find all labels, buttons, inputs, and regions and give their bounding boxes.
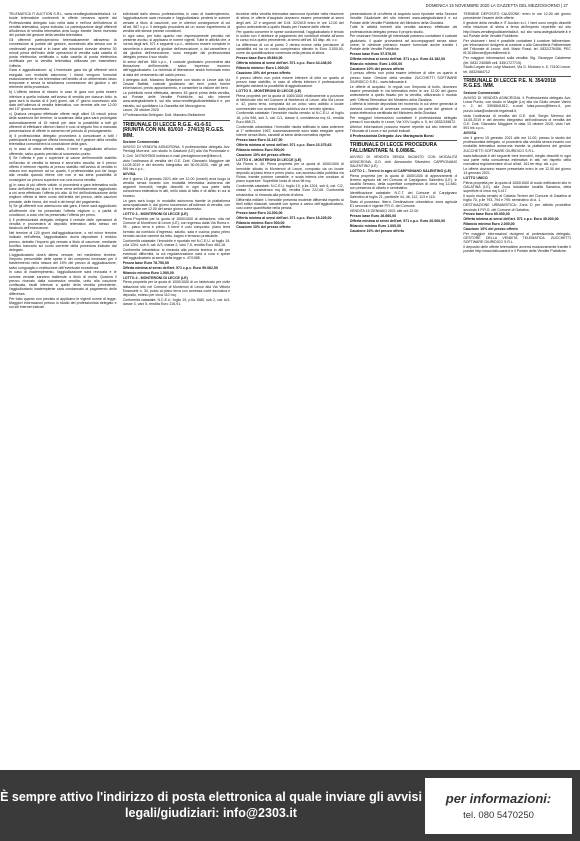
notice-paragraph: L'aggiudicatario dovrà altresì versare, nel medesimo termine, l'importo presumibile delle spese e dei compensi necessari per il trasferimento nella misura del 15% del prezzo di aggiudicazione, salvo conguaglio o restituzione dell'eventuale eccedenza. [9, 252, 117, 270]
notice-paragraph: Per visionare l'immobile gli interessati potranno contattare il custode giudiziario, il quale provvederà ad accompagnarli senza alcun onere; le richieste potranno essere formulate anche tramite il Portale delle Vendite Pubbliche. [349, 34, 458, 52]
notice-bold-line: Offerta minima ai sensi dell'art. 571 c.p.c. Euro 20.000,00 [349, 218, 446, 223]
notice-bold-line: Offerta minima ai sensi dell'art. 571 c.p.c. Euro 43.182,00 [349, 56, 446, 61]
notice-paragraph: Il prezzo offerto non potrà essere inferiore di oltre un quarto al prezzo base. Gestore della vendita: ZUCCHETTI SOFTWARE GIURIDICO S.R.L. www.fallcoaste.it [349, 71, 458, 84]
notice-bold-line: Rilancio minimo: Euro 1.000,00 [349, 61, 403, 66]
notice-bold-line: Offerta minima ai sensi dell'art. 571 c.p.c. Euro 18.225,00 [236, 215, 332, 220]
notice-bold-line: Offerta minima ai sensi dell'art. 571 c.p.c. Euro 59.062,50 [122, 265, 218, 270]
notice-paragraph: Il delegato dott. Massimo Bellantone con studio in Lecce alla Via Cesare Battisti, custode giudiziario dei beni, potrà fornire informazioni, previo appuntamento, e consentire la visione dei beni. [122, 77, 231, 91]
notice-paragraph: vista l'ordinanza di vendita del G.E. dott. Sergio Memmo del 14.05.2019 e del decreto integrativo dell'ordinanza di vendita del G.E. Dott. Giancarlo Maggiore in data 13 ottobre 2020; visto l'art. 591 bis c.p.c., [463, 113, 571, 131]
notice-bold-line: AVVISA [122, 171, 136, 176]
notice-bold-line: LOTTO 5 - MONTERONI DI LECCE (LE) [236, 89, 302, 93]
notice-bold-line: Il Professionista Delegato: Avv. Mariagrazia Bonsi [349, 133, 434, 138]
notice-paragraph: Per tutto quanto non previsto si applicano le vigenti norme di legge. Maggiori informazioni presso lo studio del professionista delegato e sui siti internet indicati. [9, 296, 117, 310]
notice-paragraph: AVVISO DI VENDITA ASINCRONA. Il Professionista delegato Avv. Luisa Punzo, con studio in Maglie (Le) alla via Giulio cesare Vanini n. 2, tel. 339/8841812, e-mail luisa.punzo@libero.it, pec punzo.luisa@ordavvle.legalmail.it, [463, 95, 571, 113]
notice-paragraph: AVVISO DI VENDITA SENZA INCANTO CON MODALITÀ ASINCRONA. G.D. dott. Alessandro Silvestrini. CARPIGNANO SALENTINO (LE) [349, 155, 458, 168]
notice-bold-line: Offerta minima ai sensi dell'art. 571 c.p.c. Euro 23.375,63 [236, 142, 332, 147]
section-divider [350, 140, 458, 141]
notice-paragraph: individuati dallo stesso professionista; in caso di inadempimento, l'aggiudicazione sarà revocata e l'aggiudicatario perderà le somme versate a titolo di cauzione, con le ulteriori conseguenze di cui all'art. 587 c.p.c. Il delegato procederà ad un nuovo esperimento di vendita alle stesse precise condizioni. [122, 12, 231, 33]
notice-heading: TRIBUNALE DI LECCE PROCEDURA FALLIMENTARE N. 6.0/86/E. [349, 142, 437, 154]
notice-paragraph: Gara e aggiudicazione: a) L'eventuale gara tra gli offerenti verrà eseguita con modalità asincrona; i rilanci vengono formulati esclusivamente in via telematica nell'ambito di un determinato lasso temporale e senza la simultanea connessione del giudice o del referente della procedura. [9, 68, 117, 90]
notice-paragraph: Nel termine di 120 giorni dall'aggiudicazione, o nel minor termine indicato nell'offerta, l'aggiudicatario dovrà depositare il residuo prezzo, detratto l'importo già versato a titolo di cauzione, mediante bonifico bancario sul conto corrente della procedura indicato dal delegato. [9, 231, 117, 253]
info-title: per informazioni: [445, 791, 552, 806]
notice-bold-line: Cauzione 10% del prezzo offerto [349, 66, 405, 71]
notice-paragraph: Le offerte di acquisto, in regola con l'imposta di bollo, dovranno essere presentate in via telematica entro le ore 12.00 del giorno antecedente a quello fissato per la vendita, utilizzando il modulo web 'Offerta Telematica' del Ministero della Giustizia. [349, 84, 458, 102]
notice-paragraph: Per maggiori informazioni rivolgersi al professionista delegato, GESTORE DELLA VENDITA TELEMATICA: ZUCCHETTI SOFTWARE GIURIDICO S.R.L. [463, 231, 571, 245]
notice-bold-line: LOTTO 6 - MONTERONI DI LECCE (LE) [236, 157, 302, 162]
notice-paragraph: i) Il professionista delegato redigerà il verbale delle operazioni di vendita e provvederà al deposito telematico dello stesso nel fascicolo dell'esecuzione. [9, 217, 117, 231]
notice-paragraph: e) In caso di unica offerta valida, il bene è aggiudicato all'unico offerente, salvo quanto previsto al successivo punto. [9, 147, 117, 156]
notice-paragraph: Il suolo risulta censito al Catasto Terreni del Comune di Galatina al foglio 70, p.lle 793, 794 e 795; seminativo di cl. 1. [463, 194, 571, 203]
notice-paragraph: Ulteriori informazioni possono essere reperite sul sito internet del Tribunale di Lecce e sui portali indicati. [349, 124, 458, 134]
notice-paragraph: Il gestore della vendita è IT Auction s.r.l. I beni sono meglio descritti nella relazione di stima a firma dell'esperto reperibile sul sito http://www.venditegiudiziarieitalia.it, sul sito www.astegiudiziarie.it e sul Portale delle Vendite Pubbliche. [463, 21, 571, 38]
section-divider [123, 120, 231, 121]
notice-bold-line: AVVISA [463, 131, 477, 136]
column-5 [463, 12, 571, 764]
notice-paragraph: d) Il professionista delegato provvederà a comunicare a tutti i partecipanti la maggiore offerta formulata, ed il gestore della vendita telematica comunicherà la conclusione della gara. [9, 133, 117, 147]
notice-paragraph: La gara avrà luogo in modalità asincrona tramite la piattaforma www.spazioaste.it, dal giorno successivo all'udienza di vendita, con termine alle ore 12.00 del sesto giorno successivo. [122, 198, 231, 212]
notice-bold-line: Rilancio minimo Euro 1.500,00 [122, 270, 174, 275]
notice-bold-line: Rilancio minimo Euro 500,00 [236, 220, 285, 225]
notice-paragraph: Difformità edilizie: L'immobile presenta modeste difformità rispetto ai titoli edilizi rilasciati, sanabili con spese a carico dell'aggiudicatario, così come quantificate nella perizia. [236, 197, 344, 211]
notice-bold-line: LOTTO UNICO [463, 175, 488, 180]
notice-paragraph: DESTINAZIONE URBANISTICA: Zona D per attività produttive secondo il P.R.G. del Comune di Galatina. [463, 203, 571, 212]
notice-paragraph: www.fallcoaste.it dei seguenti beni immobili, meglio descritti in ogni sua parte nella consulenza estimativa in atti, nel rispetto della normativa regolamentare di cui all'art. 161 ter disp. att. c.p.c. [463, 153, 571, 167]
column-2 [123, 12, 231, 764]
notice-bold-line: Prezzo base Euro 26.660,00 [349, 214, 397, 219]
notice-bold-line: Cauzione 10% del prezzo offerto [236, 70, 291, 75]
notice-paragraph: Piena Proprietà per la quota di 1000/1000 di abitazione, sita nel Comune di Monteroni di Lecce (LE), con ingresso dalla Via Roma n. 95 - piano terra e primo. Il bene è così composto: piano terra formato da corridoio d'ingresso, salotto, sala e cucina; piano primo formato da due camere da letto, bagno e terrazzo praticabile. [122, 216, 231, 238]
notice-bold-line: Prezzo base Euro 60.000,00 [463, 212, 510, 217]
notice-paragraph: Ai sensi dell'art. 560 c.p.c., il custode giudiziario provvederà alla liberazione dell'immobile, salvo espresso esonero dell'aggiudicatario. La richiesta di liberazione andrà formulata entro la data del versamento del saldo prezzo. [122, 59, 231, 77]
notice-bold-line: Cauzione 10% del prezzo offerto [236, 225, 291, 230]
notice-paragraph: che il giorno 15 gennaio 2021 alle ore 11.00, presso lo studio del professionista delegato, si procederà alla vendita senza incanto con modalità telematica asincrona tramite la piattaforma del gestore ZUCCHETTI SOFTWARE GIURIDICO S.R.L. [463, 135, 571, 153]
column-3 [236, 12, 344, 764]
notice-paragraph: Per maggiori informazioni contattare il professionista delegato presso il suo studio in Lecce, Via XXV Luglio n. 5, tel. 0832/245672. [349, 115, 458, 124]
notice-bold-line: Rilancio minimo Euro 500,00 [236, 147, 285, 152]
notice-paragraph: Gli offerenti parteciperanno telematicamente attraverso la connessione al portale del gestore, accedendo alla stessa con le credenziali personali e in base alle istruzioni ricevute almeno 30 minuti prima dell'inizio delle operazioni di vendita sulla casella di posta elettronica certificata o sulla casella di posta elettronica certificata per la vendita telematica utilizzata per trasmettere l'offerta. [9, 38, 117, 68]
notice-heading: TRIBUNALE DI LECCE P.E. N. 354/2018 R.G.ES. IMM. [463, 77, 556, 90]
section-divider [463, 76, 571, 77]
notice-paragraph: Piena proprietà per la quota di 1000/1000 di appezzamenti di terreno agricolo siti nel Comune di Carpignano Salentino (LE), in località Serrano, della superficie complessiva di circa mq 12.840, con presenza di uliveto e seminativo. [349, 173, 458, 191]
notice-paragraph: AVVISO DI VENDITA ASINCRONA. Il professionista delegato Avv. Pierluigi Morrone, con studio in Galatone (LE) alla Via Provinciale n. 6, Cell. 347/3097805 indirizzo e-mail pierluigimorrone@libero.it, [122, 145, 231, 158]
notice-bold-line: Cauzione 10% del prezzo offerto [463, 226, 518, 231]
notice-paragraph: c) Qualora vengano effettuate offerte negli ultimi 15 minuti prima della scadenza del termine, la scadenza della gara sarà prolungata automaticamente di 15 minuti per dare la possibilità a tutti gli offerenti di effettuare ulteriori rilanci e così di seguito fino a mancata presentazione di offerte in aumento nel periodo di prolungamento. [9, 112, 117, 134]
notice-paragraph: Conformità urbanistica: si rimanda alla perizia tecnica in atti per eventuali difformità, la cui regolarizzazione sarà a cura e spese dell'aggiudicatario ai sensi della legge n. 47/1985. [122, 247, 231, 261]
info-phone: tel. 080 5470250 [463, 810, 534, 821]
notice-bold-line: Rilancio minimo Euro 2.000,00 [463, 222, 515, 227]
notice-bold-line: Prezzo base Euro 24.300,00 [236, 210, 283, 215]
notice-paragraph: Conformità catastale: l'immobile è riportato nel N.C.E.U. al foglio 19, p.lla 1204, sub 5, cat. A/3, classe 2, vani 7,5, rendita Euro 484,18. [122, 238, 231, 247]
notice-paragraph: b) L'offerta minima di rilancio in caso di gara non potrà essere inferiore a quella indicata nell'avviso di vendita per ciascun lotto; la gara avrà la durata di 6 (sei) giorni, dal 4° giorno successivo alla data dell'udienza di vendita telematica, con termine alle ore 12:00 del 10° giorno successivo. [9, 90, 117, 112]
notice-bold-line: Rilancio minimo: Euro 1.000,00 [236, 65, 289, 70]
notice-bold-line: Prezzo base Euro 45.664,00 [236, 56, 283, 61]
notice-heading: TRIBUNALE DI LECCE R.G.E. 41-6-51 (RIUNITA CON NN. 81/010 - 274/13) R.G.ES. IMM. [122, 121, 225, 139]
notice-paragraph: La pubblicità verrà effettuata, almeno 45 giorni prima della vendita, sul Portale delle Vendite Pubbliche, sul sito internet www.astegiudiziarie.it, sul sito www.venditegiudiziarieitalia.it e, per estratto, sul quotidiano La Gazzetta del Mezzogiorno. [122, 90, 231, 108]
notice-paragraph: visto l'ordinanza di vendita del G.E. Dott. Giancarlo Maggiore del 14.05.2019 e del decreto integrativo del 30.09.2020, visti gli artt. 591 bis c.p.c., [122, 158, 231, 172]
notice-paragraph: Identificazione catastale: N.C.T. del Comune di Carpignano Salentino al foglio 21, particelle 44, 46, 112, 113 e 118. [349, 191, 458, 200]
notice-paragraph: Lecce, 28 ottobre 2020 [122, 108, 159, 113]
notice-paragraph: TELEMATICA IT AUCTION S.R.L. www.venditegiudiziarieitalia.it. Le buste telematiche contenenti le offerte verranno aperte dal Professionista delegato solo nella data e nell'ora dell'udienza di vendita telematica, sopra indicata; La partecipazione degli offerenti all'udienza di vendita telematica avrà luogo tramite l'area riservata del portale del gestore della vendita telematica. [9, 12, 117, 38]
notice-paragraph: Piena proprietà per la quota di 1000/1000 di un fabbricato per civile abitazione sito nel Comune di Monteroni di Lecce alla Via Vittorio Emanuele n. 34, posto al piano terra con annessa corte esclusiva e deposito, esteso per circa 110 mq. [122, 280, 231, 298]
notice-paragraph: Conformità catastale: N.C.E.U. foglio 19, p.lla 1580, sub 2, cat. A/4, classe 3, vani 5, rendita Euro 216,91. [122, 298, 231, 307]
notice-paragraph: tecniche della vendita telematica asincrona riportate nella relazione di stima; le offerte d'acquisto dovranno essere presentate ai sensi degli artt. 12 e seguenti del D.M. 32/2015 entro le ore 12.00 del giorno antecedente a quello fissato per l'esame delle offerte. [236, 12, 344, 29]
notice-bold-line: LOTTO 4 - MONTERONI DI LECCE (LE) [122, 275, 188, 280]
notice-paragraph: Via Roma n. 40. Piena proprietà per la quota di 1000/1000 di immobile situato in Monteroni di Lecce, composto da un locale deposito al piano terra e primo piano, con accesso dalla pubblica via Roma, tramite portone carrabile, e scala interna che conduce al piano superiore. Superficie lorda di circa 96 mq. [236, 162, 344, 184]
notice-paragraph: Per visionare i beni è possibile contattare il curatore fallimentare; per informazioni rivolgersi al curatore o alla Cancelleria Fallimentare del Tribunale di Lecce, dott. Mario Rossi, tel. 0832/276456, PEC f6.2018lecce@pecfallimenti.it. [463, 38, 571, 56]
page-header: DOMENICA 15 NOVEMBRE 2020 LA GAZZETTA DEL MEZZOGIORNO | 27 [425, 3, 568, 8]
notice-paragraph: Il Professionista Delegato: Dott. Massimo Bellantone [122, 113, 206, 118]
notice-paragraph: Stato di possesso: libero. Destinazione urbanistica: zona agricola E1 secondo il vigente P.R.G. del Comune. [349, 200, 458, 209]
notice-bold-line: Prezzo base Euro 57.576,00 [349, 52, 397, 57]
notice-paragraph: In ogni caso, per tutto quanto non espressamente previsto nel presente avviso, si applicano le norme vigenti. Tutte le attività che, a norma degli artt. 571 e seguenti c.p.c., debbono essere compiute in cancelleria o davanti al giudice dell'esecuzione, o dal cancelliere o dal giudice dell'esecuzione, sono eseguite dal professionista delegato presso il suo studio. [122, 33, 231, 60]
notice-paragraph: presentazione di un'offerta di acquisto sono riportate nella Sezione Vendite Giudiziarie del sito internet www.astegiudiziarie.it e sul Portale delle Vendite Pubbliche del Ministero della Giustizia. [349, 12, 458, 25]
notice-paragraph: L'offerta si intende depositata nel momento in cui viene generata la ricevuta completa di avvenuta consegna da parte del gestore di posta elettronica certificata del Ministero della Giustizia. [349, 102, 458, 115]
notice-paragraph: VENDITA 15 GENNAIO 2021 alle ore 12.00 [349, 209, 419, 214]
notice-bold-line: Prezzo base Euro 31.167,50 [236, 138, 283, 143]
notice-paragraph: Piena proprietà per la quota di 1000/1000 di suolo edificatorio sito in GALATINA (LE), alla Zona Industriale località Sanarica, della superficie di circa mq 3.417. [463, 180, 571, 194]
notice-bold-line: LOTTO 1 - Terreni in agro di CARPIGNANO SALENTINO (LE) [349, 168, 452, 173]
notice-paragraph: Conformità catastale: N.C.E.U. foglio 19, p.lla 1204, sub 6, cat. C/2, classe 3, consistenza mq 86, rendita Euro 222,08. Conformità urbanistica: si rimanda alla perizia di stima. [236, 184, 344, 197]
notice-paragraph: che il giorno 15 gennaio 2021 alle ore 12.00 (lunedì) avrà luogo la vendita senza incanto con modalità telematica asincrona dei seguenti immobili, meglio descritti in ogni sua parte nella consulenza estimativa in atti, nello stato di fatto e di diritto in cui si trovano. [122, 176, 231, 198]
notice-paragraph: Conformità catastale: l'immobile risulta censito al N.C.E.U. al foglio 18, p.lla 946, sub 3, cat. C/1, classe 4, consistenza mq 41, rendita Euro 658,71. [236, 111, 344, 124]
legal-notices-columns [9, 12, 571, 764]
notice-paragraph: TERMINE DEPOSITO CAUZIONE: entro le ore 12.00 del giorno precedente l'esame delle offerte. [463, 12, 571, 21]
column-1 [9, 12, 117, 764]
contact-banner [0, 770, 580, 841]
notice-paragraph: Il prezzo offerto non potrà essere inferiore di oltre un quarto al prezzo base stabilito; in caso di offerta inferiore il professionista delegato valuterà la possibilità di aggiudicazione. [236, 75, 344, 89]
notice-paragraph: Conformità urbanistica: l'immobile risulta edificato in data anteriore al 1° settembre 1967; successivamente sono state eseguite opere interne senza titolo, sanabili ai sensi della normativa vigente. [236, 124, 344, 138]
notice-paragraph: f) Se l'offerta è pari o superiore al valore dell'immobile stabilito nell'avviso di vendita la stessa è senz'altro accolta; se il prezzo offerto è inferiore rispetto al prezzo stabilito nell'avviso di vendita in misura non superiore ad un quarto, il professionista può far luogo alla vendita quando ritiene che non vi sia seria possibilità di conseguire un prezzo superiore con una nuova vendita. [9, 156, 117, 182]
notice-paragraph: Il deposito delle offerte telematiche avverrà esclusivamente tramite il portale http://www.fallcoaste.it e il Portale delle Vendite Pubbliche. [463, 245, 571, 254]
info-box [425, 778, 572, 834]
notice-bold-line: Offerta minima ai sensi dell'art. 571 c.p.c. Euro 34.248,00 [236, 61, 332, 66]
notice-bold-line: Sezione Commerciale [122, 140, 160, 145]
notice-paragraph: Piena proprietà per la quota di 1000/1000 relativamente a porzione di fabbricato sito nel Comune di Monteroni di Lecce, alla Via Lecce n. 42, piano terra, composta da un unico vano adibito a locale commerciale con accesso dalla pubblica via e servizio igienico. [236, 93, 344, 111]
notice-paragraph: Studio Legale Avv. Luigi Mazzoni, Via G. Moriano n. 5, 73100 Lecce, tel. 0832/684712 [463, 65, 571, 74]
notice-bold-line: Offerta minima ai sensi dell'art. 571 c.p.c. Euro 45.000,00 [463, 217, 559, 222]
notice-bold-line: Cauzione 10% del prezzo offerto [236, 152, 291, 157]
notice-paragraph: g) In caso di più offerte valide, si procederà a gara telematica sulla base dell'offerta più alta e il bene verrà definitivamente aggiudicato a chi avrà effettuato l'offerta più alta. Ai fini dell'individuazione della migliore offerta si tiene conto dell'entità del prezzo, delle cauzioni prestate, delle forme, dei modi e dei tempi del pagamento. [9, 182, 117, 204]
notice-bold-line: Rilancio minimo Euro 1.000,00 [349, 223, 402, 228]
notice-bold-line: LOTTO 3 - MONTERONI DI LECCE (LE) [122, 211, 188, 216]
notice-paragraph: In caso di inadempimento, l'aggiudicazione sarà revocata e le somme versate saranno trattenute a titolo di multa. Qualora il prezzo ricavato dalla successiva vendita, unito alla cauzione confiscata, risulti inferiore a quello della vendita precedente, l'aggiudicatario inadempiente sarà condannato al pagamento della differenza. [9, 270, 117, 296]
notice-bold-line: Sezione Commerciale [463, 91, 501, 96]
notice-paragraph: h) Se gli offerenti non aderiscono alla gara, il bene sarà aggiudicato all'offerente che ha presentato l'offerta migliore o, a parità di condizioni, a colui che ha presentato l'offerta per primo. [9, 204, 117, 217]
notice-paragraph: Tutte le attività inerenti alla vendita saranno effettuate dal professionista delegato presso il proprio studio. [349, 25, 458, 34]
notice-paragraph: La differenza di cui al punto 2 rientra invece nella previsione di sanabilità ed ha un costo complessivo stimato in Euro 3.000,00, come da quantificazione contenuta nella perizia di stima. [236, 42, 344, 56]
notice-paragraph: Le offerte dovranno essere presentate entro le ore 12.00 del giorno 14 gennaio 2021. [463, 166, 571, 176]
notice-paragraph: Per maggiori informazioni sulla vendita: Sig. Giuseppe Calabrese (tel. 0832 240585 cell. 335/1727719). [463, 56, 571, 65]
notice-bold-line: Cauzione 10% del prezzo offerto [349, 228, 405, 233]
banner-message: È sempre attivo l'indirizzo di posta elettronica al quale inviare gli avvisi legali/giudiziari: info@2303.it [0, 790, 422, 820]
notice-paragraph: Per quanto concerne le spese condominiali, l'aggiudicatario è tenuto in solido con il debitore al pagamento dei contributi relativi all'anno in corso ed a quello precedente, ai sensi dell'art. 63 disp. att. c.c. [236, 29, 344, 43]
column-4 [350, 12, 458, 764]
notice-bold-line: Prezzo base Euro 78.750,00 [122, 261, 169, 266]
